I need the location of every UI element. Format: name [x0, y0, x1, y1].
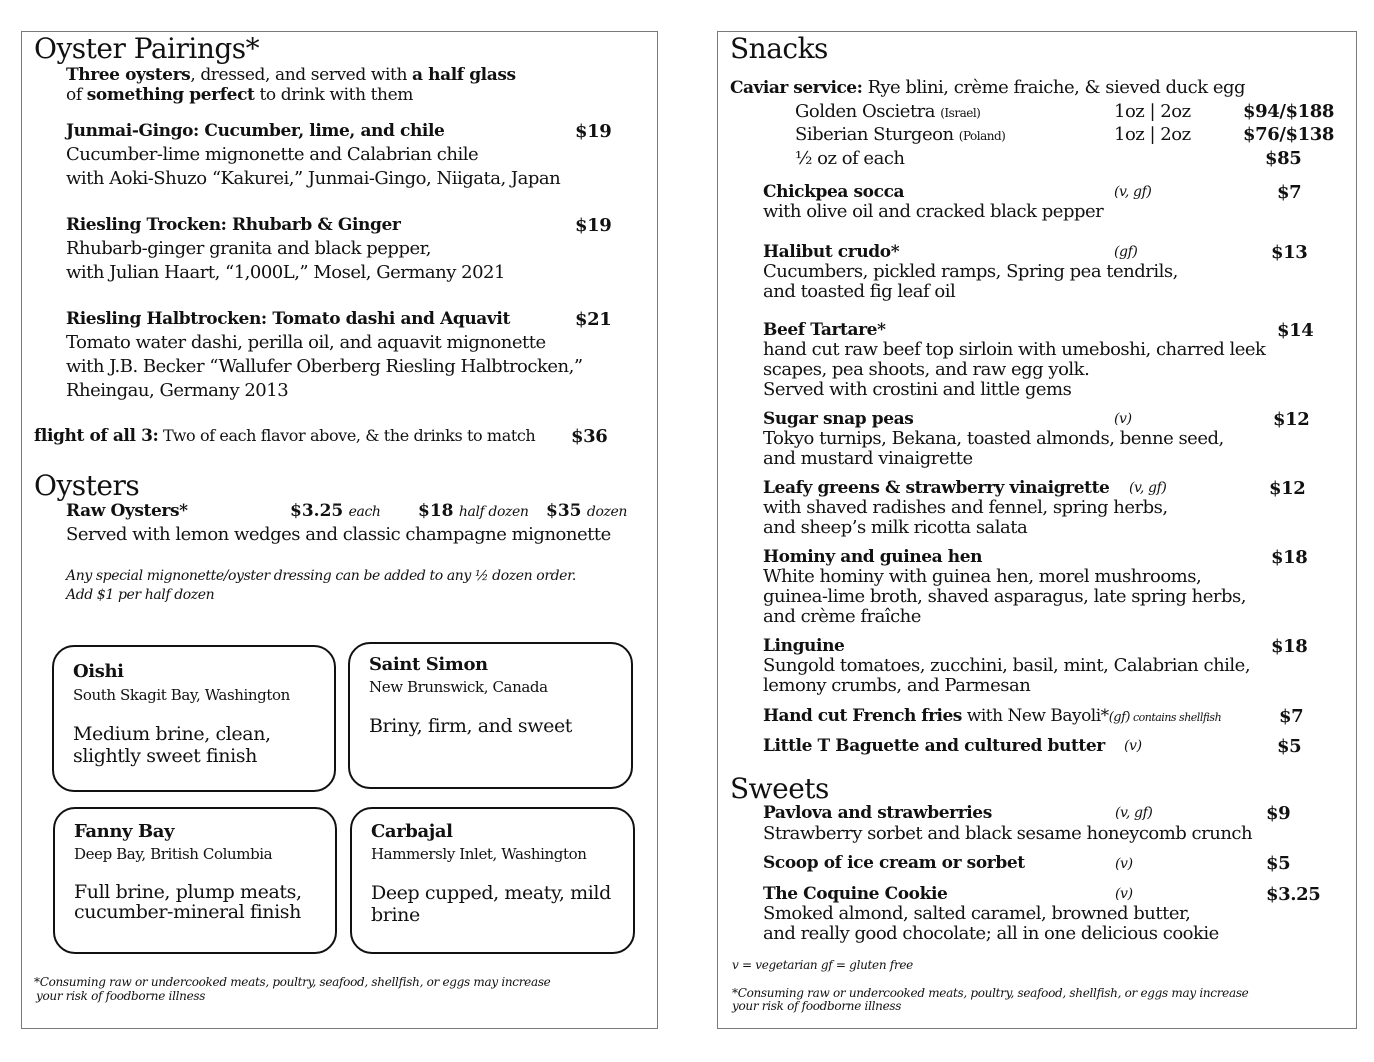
snack-item-name: Hand cut French fries — [763, 706, 962, 726]
price: $18 — [418, 501, 454, 521]
intro-bold: Three oysters — [66, 65, 191, 85]
snack-item-name: Sugar snap peas — [763, 409, 914, 429]
pairings-intro-line2 — [66, 85, 413, 105]
left-menu-page — [21, 31, 658, 1029]
snack-item-desc: scapes, pea shoots, and raw egg yolk. — [763, 359, 1090, 380]
variety-location: South Skagit Bay, Washington — [73, 686, 290, 704]
pairing-item-name: Junmai-Gingo: Cucumber, lime, and chile — [66, 121, 445, 141]
snack-item-with: with New Bayoli* — [961, 706, 1109, 726]
pairings-intro-line1 — [66, 65, 516, 85]
pairing-item-desc: Rheingau, Germany 2013 — [66, 380, 289, 401]
dietary-tag: (v) — [1115, 856, 1133, 872]
pairing-item-desc: with Julian Haart, “1,000L,” Mosel, Germany 2021 — [66, 262, 505, 283]
variety-description: Full brine, plump meats, cucumber-mineral finish — [74, 881, 302, 923]
pairing-item-price: $19 — [575, 215, 612, 236]
snack-item-price: $13 — [1271, 242, 1308, 263]
oyster-variety-card — [350, 807, 635, 954]
pairing-item-desc: Tomato water dashi, perilla oil, and aquavit mignonette — [66, 332, 546, 353]
section-title-snacks: Snacks — [730, 32, 828, 65]
unit: each — [348, 504, 381, 520]
section-title-oyster-pairings: Oyster Pairings* — [34, 32, 260, 65]
caviar-origin: (Israel) — [940, 106, 981, 120]
sweet-item-desc: Smoked almond, salted caramel, browned butter, — [763, 903, 1191, 924]
sweet-item-price: $3.25 — [1266, 884, 1321, 905]
sweet-item-desc: Strawberry sorbet and black sesame honeycomb crunch — [763, 823, 1253, 844]
snack-item-desc: and crème fraîche — [763, 606, 921, 627]
intro-text: of — [66, 85, 87, 105]
variety-description: Briny, firm, and sweet — [369, 715, 573, 737]
mignonette-note: Add $1 per half dozen — [66, 587, 215, 603]
pairing-item-price: $21 — [575, 309, 612, 330]
snack-item-desc: Cucumbers, pickled ramps, Spring pea tendrils, — [763, 261, 1178, 282]
raw-oysters-price-dozen — [546, 501, 627, 521]
disclaimer: your risk of foodborne illness — [36, 989, 206, 1003]
snack-item-name: Beef Tartare* — [763, 320, 886, 340]
caviar-row: ½ oz of each — [795, 148, 905, 169]
snack-item-price: $7 — [1279, 706, 1304, 727]
caviar-price: $85 — [1265, 148, 1302, 169]
snack-item-desc: and sheep’s milk ricotta salata — [763, 517, 1028, 538]
price: $35 — [546, 501, 582, 521]
variety-location: New Brunswick, Canada — [369, 678, 548, 696]
caviar-size: 1oz | 2oz — [1114, 101, 1191, 122]
pairing-item-desc: with Aoki-Shuzo “Kakurei,” Junmai-Gingo, Niigata, Japan — [66, 168, 561, 189]
snack-item-fries — [763, 706, 1221, 726]
flight-offer — [34, 426, 535, 446]
pairing-item-desc: Cucumber-lime mignonette and Calabrian chile — [66, 144, 479, 165]
flight-text: Two of each flavor above, & the drinks to match — [158, 426, 536, 445]
oyster-variety-card — [348, 642, 633, 789]
variety-description: Medium brine, clean, slightly sweet finish — [73, 723, 271, 767]
oyster-variety-card — [52, 645, 336, 792]
dietary-legend: v = vegetarian gf = gluten free — [732, 958, 913, 972]
flight-label: flight of all 3: — [34, 426, 159, 446]
caviar-size: 1oz | 2oz — [1114, 124, 1191, 145]
dietary-tag: (v, gf) — [1114, 184, 1152, 200]
snack-item-price: $7 — [1277, 182, 1302, 203]
intro-bold: something perfect — [86, 85, 255, 105]
snack-item-desc: Sungold tomatoes, zucchini, basil, mint, Calabrian chile, — [763, 655, 1251, 676]
pairing-item-name: Riesling Halbtrocken: Tomato dashi and Aquavit — [66, 309, 510, 329]
snack-item-price: $14 — [1277, 320, 1314, 341]
pairing-item-name: Riesling Trocken: Rhubarb & Ginger — [66, 215, 401, 235]
raw-oysters-desc: Served with lemon wedges and classic champagne mignonette — [66, 524, 611, 545]
variety-name: Fanny Bay — [74, 821, 175, 842]
sweet-item-desc: and really good chocolate; all in one delicious cookie — [763, 923, 1219, 944]
snack-item-desc: Tokyo turnips, Bekana, toasted almonds, benne seed, — [763, 428, 1224, 449]
snack-item-name: Leafy greens & strawberry vinaigrette — [763, 478, 1110, 498]
dietary-tag: (v, gf) — [1115, 805, 1153, 821]
caviar-row — [795, 124, 1005, 145]
snack-item-price: $12 — [1269, 478, 1306, 499]
mignonette-note: Any special mignonette/oyster dressing can be added to any ½ dozen order. — [66, 568, 576, 584]
snack-item-price: $12 — [1273, 409, 1310, 430]
oyster-variety-card — [53, 807, 337, 954]
pairing-item-desc: with J.B. Becker “Wallufer Oberberg Riesling Halbtrocken,” — [66, 356, 583, 377]
price: $3.25 — [290, 501, 344, 521]
sweet-item-name: Scoop of ice cream or sorbet — [763, 853, 1025, 873]
disclaimer: your risk of foodborne illness — [732, 999, 902, 1013]
variety-name: Carbajal — [371, 821, 453, 842]
snack-item-name: Little T Baguette and cultured butter — [763, 736, 1105, 756]
variety-name: Saint Simon — [369, 654, 488, 675]
variety-location: Deep Bay, British Columbia — [74, 845, 273, 863]
snack-item-name: Halibut crudo* — [763, 242, 900, 262]
intro-bold: a half glass — [412, 65, 516, 85]
intro-text: , dressed, and served with — [190, 65, 412, 85]
caviar-text: Rye blini, crème fraiche, & sieved duck egg — [862, 77, 1246, 98]
snack-item-desc: with olive oil and cracked black pepper — [763, 201, 1104, 222]
snack-item-price: $5 — [1277, 736, 1302, 757]
variety-location: Hammersly Inlet, Washington — [371, 845, 587, 863]
sweet-item-name: The Coquine Cookie — [763, 884, 948, 904]
variety-description: Deep cupped, meaty, mild brine — [371, 882, 611, 926]
dietary-tag: (gf) — [1108, 710, 1130, 725]
caviar-service — [730, 77, 1245, 98]
caviar-name: Golden Oscietra — [795, 101, 936, 122]
snack-item-desc: lemony crumbs, and Parmesan — [763, 675, 1031, 696]
dietary-tag: (v) — [1114, 411, 1132, 427]
dietary-tag: (v) — [1115, 886, 1133, 902]
snack-item-price: $18 — [1271, 636, 1308, 657]
unit: dozen — [586, 504, 627, 520]
snack-item-name: Linguine — [763, 636, 845, 656]
disclaimer: *Consuming raw or undercooked meats, poultry, seafood, shellfish, or eggs may increase — [34, 975, 551, 989]
unit: half dozen — [458, 504, 529, 520]
snack-item-desc: and mustard vinaigrette — [763, 448, 973, 469]
right-menu-page — [717, 31, 1357, 1029]
section-title-sweets: Sweets — [730, 772, 829, 805]
disclaimer: *Consuming raw or undercooked meats, poultry, seafood, shellfish, or eggs may increase — [732, 986, 1249, 1000]
snack-item-desc: guinea-lime broth, shaved asparagus, late spring herbs, — [763, 586, 1246, 607]
raw-oysters-name: Raw Oysters* — [66, 501, 188, 521]
allergen-note: contains shellfish — [1129, 711, 1222, 724]
intro-text: to drink with them — [254, 85, 413, 105]
pairing-item-price: $19 — [575, 121, 612, 142]
caviar-name: Siberian Sturgeon — [795, 124, 954, 145]
snack-item-desc: hand cut raw beef top sirloin with umeboshi, charred leek — [763, 339, 1266, 360]
snack-item-price: $18 — [1271, 547, 1308, 568]
snack-item-desc: and toasted fig leaf oil — [763, 281, 956, 302]
sweet-item-price: $5 — [1266, 853, 1291, 874]
caviar-origin: (Poland) — [958, 129, 1006, 143]
caviar-label: Caviar service: — [730, 78, 863, 98]
sweet-item-name: Pavlova and strawberries — [763, 803, 992, 823]
snack-item-desc: with shaved radishes and fennel, spring herbs, — [763, 497, 1168, 518]
variety-name: Oishi — [73, 661, 124, 682]
caviar-price: $76/$138 — [1243, 124, 1335, 145]
snack-item-desc: White hominy with guinea hen, morel mushrooms, — [763, 566, 1202, 587]
dietary-tag: (v, gf) — [1129, 480, 1167, 496]
caviar-row — [795, 101, 980, 122]
snack-item-name: Chickpea socca — [763, 182, 905, 202]
dietary-tag: (v) — [1124, 738, 1142, 754]
caviar-price: $94/$188 — [1243, 101, 1335, 122]
pairing-item-desc: Rhubarb-ginger granita and black pepper, — [66, 238, 431, 259]
snack-item-name: Hominy and guinea hen — [763, 547, 983, 567]
dietary-tag: (gf) — [1114, 244, 1138, 260]
raw-oysters-price-half — [418, 501, 528, 521]
section-title-oysters: Oysters — [34, 469, 140, 502]
snack-item-desc: Served with crostini and little gems — [763, 379, 1072, 400]
flight-price: $36 — [571, 426, 608, 447]
raw-oysters-price-each — [290, 501, 381, 521]
sweet-item-price: $9 — [1266, 803, 1291, 824]
